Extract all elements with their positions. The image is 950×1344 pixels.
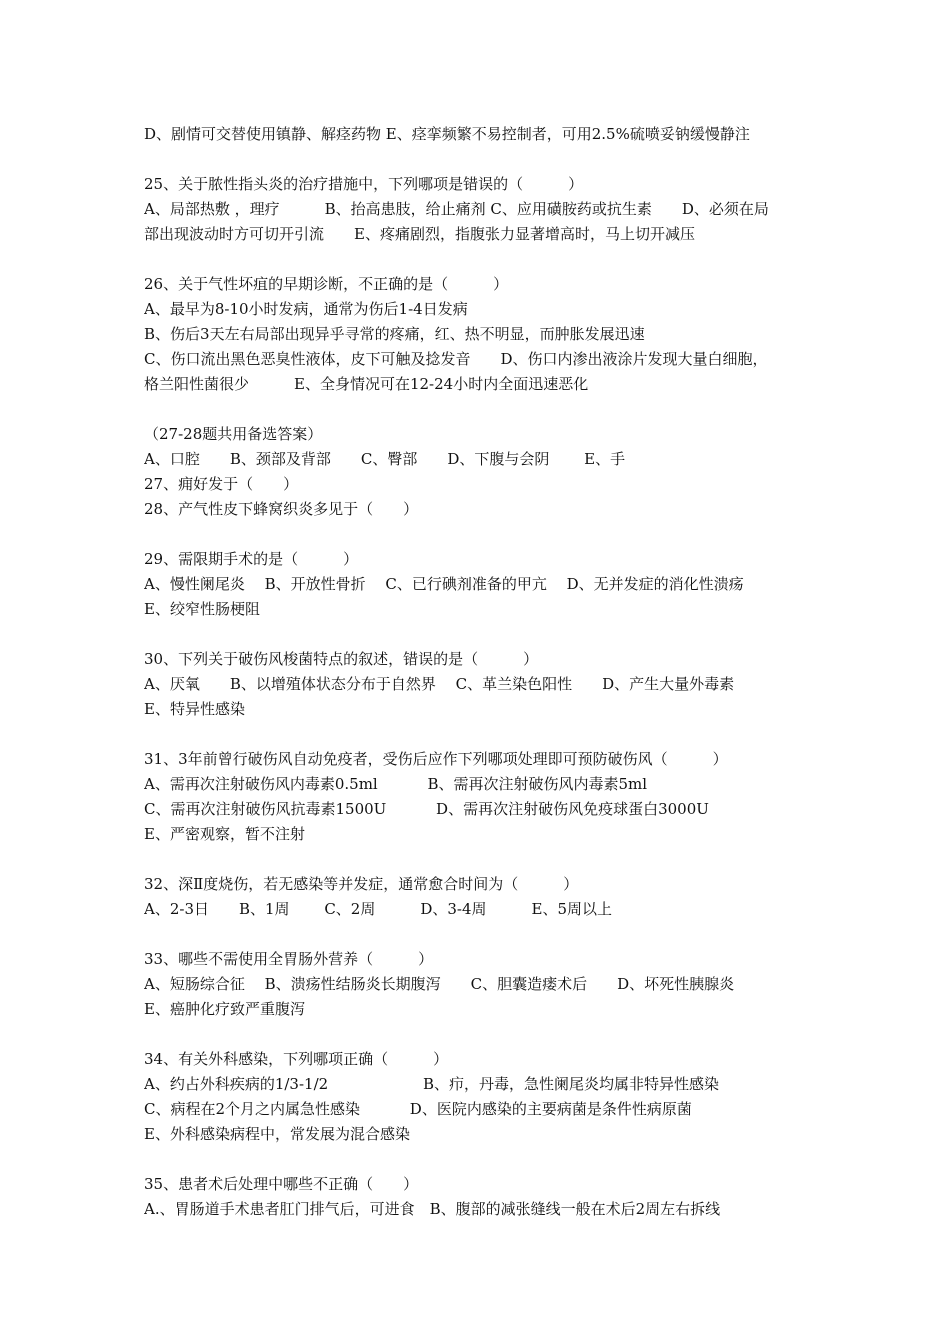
text-line: E、外科感染病程中，常发展为混合感染 <box>144 1125 410 1143</box>
text-line: C、病程在2个月之内属急性感染 D、医院内感染的主要病菌是条件性病原菌 <box>144 1100 692 1118</box>
text-line: 30、下列关于破伤风梭菌特点的叙述，错误的是（ ） <box>144 650 539 668</box>
question-block <box>144 547 816 622</box>
text-line: A、约占外科疾病的1/3-1/2 B、疖，丹毒，急性阑尾炎均属非特异性感染 <box>144 1075 719 1093</box>
text-line: 34、有关外科感染，下列哪项正确（ ） <box>144 1050 449 1068</box>
text-line: 25、关于脓性指头炎的治疗措施中，下列哪项是错误的（ ） <box>144 175 584 193</box>
text-line: A、厌氧 B、以增殖体状态分布于自然界 C、革兰染色阳性 D、产生大量外毒素 <box>144 675 735 693</box>
question-block <box>144 272 816 397</box>
text-line: 格兰阳性菌很少 E、全身情况可在12-24小时内全面迅速恶化 <box>144 375 589 393</box>
text-line: E、严密观察，暂不注射 <box>144 825 305 843</box>
question-block <box>144 422 816 522</box>
question-block <box>144 947 816 1022</box>
text-line: A、2-3日 B、1周 C、2周 D、3-4周 E、5周以上 <box>144 900 613 918</box>
paragraph-gap <box>144 1147 816 1172</box>
paragraph-gap <box>144 922 816 947</box>
text-line: E、绞窄性肠梗阻 <box>144 600 260 618</box>
text-line: A、局部热敷 ，理疗 B、抬高患肢，给止痛剂 C、应用磺胺药或抗生素 D、必须在局 <box>144 200 769 218</box>
text-line: （27-28题共用备选答案） <box>144 425 323 443</box>
question-block <box>144 1172 816 1222</box>
text-line: A、需再次注射破伤风内毒素0.5ml B、需再次注射破伤风内毒素5ml <box>144 775 648 793</box>
text-line: C、伤口流出黑色恶臭性液体，皮下可触及捻发音 D、伤口内渗出液涂片发现大量白细胞， <box>144 350 768 368</box>
text-line: D、剧情可交替使用镇静、解痉药物 E、痉挛频繁不易控制者，可用2.5%硫喷妥钠缓慢静注 <box>144 125 750 143</box>
text-line: 28、产气性皮下蜂窝织炎多见于（ ） <box>144 500 419 518</box>
question-block <box>144 872 816 922</box>
text-line: A、短肠综合征 B、溃疡性结肠炎长期腹泻 C、胆囊造瘘术后 D、坏死性胰腺炎 <box>144 975 735 993</box>
paragraph-gap <box>144 247 816 272</box>
paragraph-gap <box>144 147 816 172</box>
text-line: 35、患者术后处理中哪些不正确（ ） <box>144 1175 419 1193</box>
text-line: E、特异性感染 <box>144 700 245 718</box>
text-line: 32、深Ⅱ度烧伤，若无感染等并发症，通常愈合时间为（ ） <box>144 875 579 893</box>
text-line: A、慢性阑尾炎 B、开放性骨折 C、已行碘剂准备的甲亢 D、无并发症的消化性溃疡 <box>144 575 744 593</box>
text-line: 31、3年前曾行破伤风自动免疫者，受伤后应作下列哪项处理即可预防破伤风（ ） <box>144 750 728 768</box>
question-block <box>144 647 816 722</box>
text-line: 27、痈好发于（ ） <box>144 475 299 493</box>
question-block <box>144 747 816 847</box>
paragraph-gap <box>144 622 816 647</box>
text-line: B、伤后3天左右局部出现异乎寻常的疼痛，红、热不明显，而肿胀发展迅速 <box>144 325 645 343</box>
text-line: 33、哪些不需使用全胃肠外营养（ ） <box>144 950 434 968</box>
text-line: 29、需限期手术的是（ ） <box>144 550 359 568</box>
paragraph-gap <box>144 522 816 547</box>
text-line: 26、关于气性坏疽的早期诊断，不正确的是（ ） <box>144 275 509 293</box>
text-line: A、最早为8-10小时发病，通常为伤后1-4日发病 <box>144 300 468 318</box>
paragraph-gap <box>144 397 816 422</box>
question-block <box>144 122 816 147</box>
text-line: C、需再次注射破伤风抗毒素1500U D、需再次注射破伤风免疫球蛋白3000U <box>144 800 709 818</box>
text-line: E、癌肿化疗致严重腹泻 <box>144 1000 305 1018</box>
paragraph-gap <box>144 847 816 872</box>
paragraph-gap <box>144 722 816 747</box>
text-line: 部出现波动时方可切开引流 E、疼痛剧烈，指腹张力显著增高时，马上切开减压 <box>144 225 695 243</box>
text-line: A、口腔 B、颈部及背部 C、臀部 D、下腹与会阴 E、手 <box>144 450 626 468</box>
question-block <box>144 1047 816 1147</box>
paragraph-gap <box>144 1022 816 1047</box>
text-line: A.、胃肠道手术患者肛门排气后，可进食 B、腹部的减张缝线一般在术后2周左右拆线 <box>144 1200 721 1218</box>
question-block <box>144 172 816 247</box>
document-page <box>144 122 816 1222</box>
